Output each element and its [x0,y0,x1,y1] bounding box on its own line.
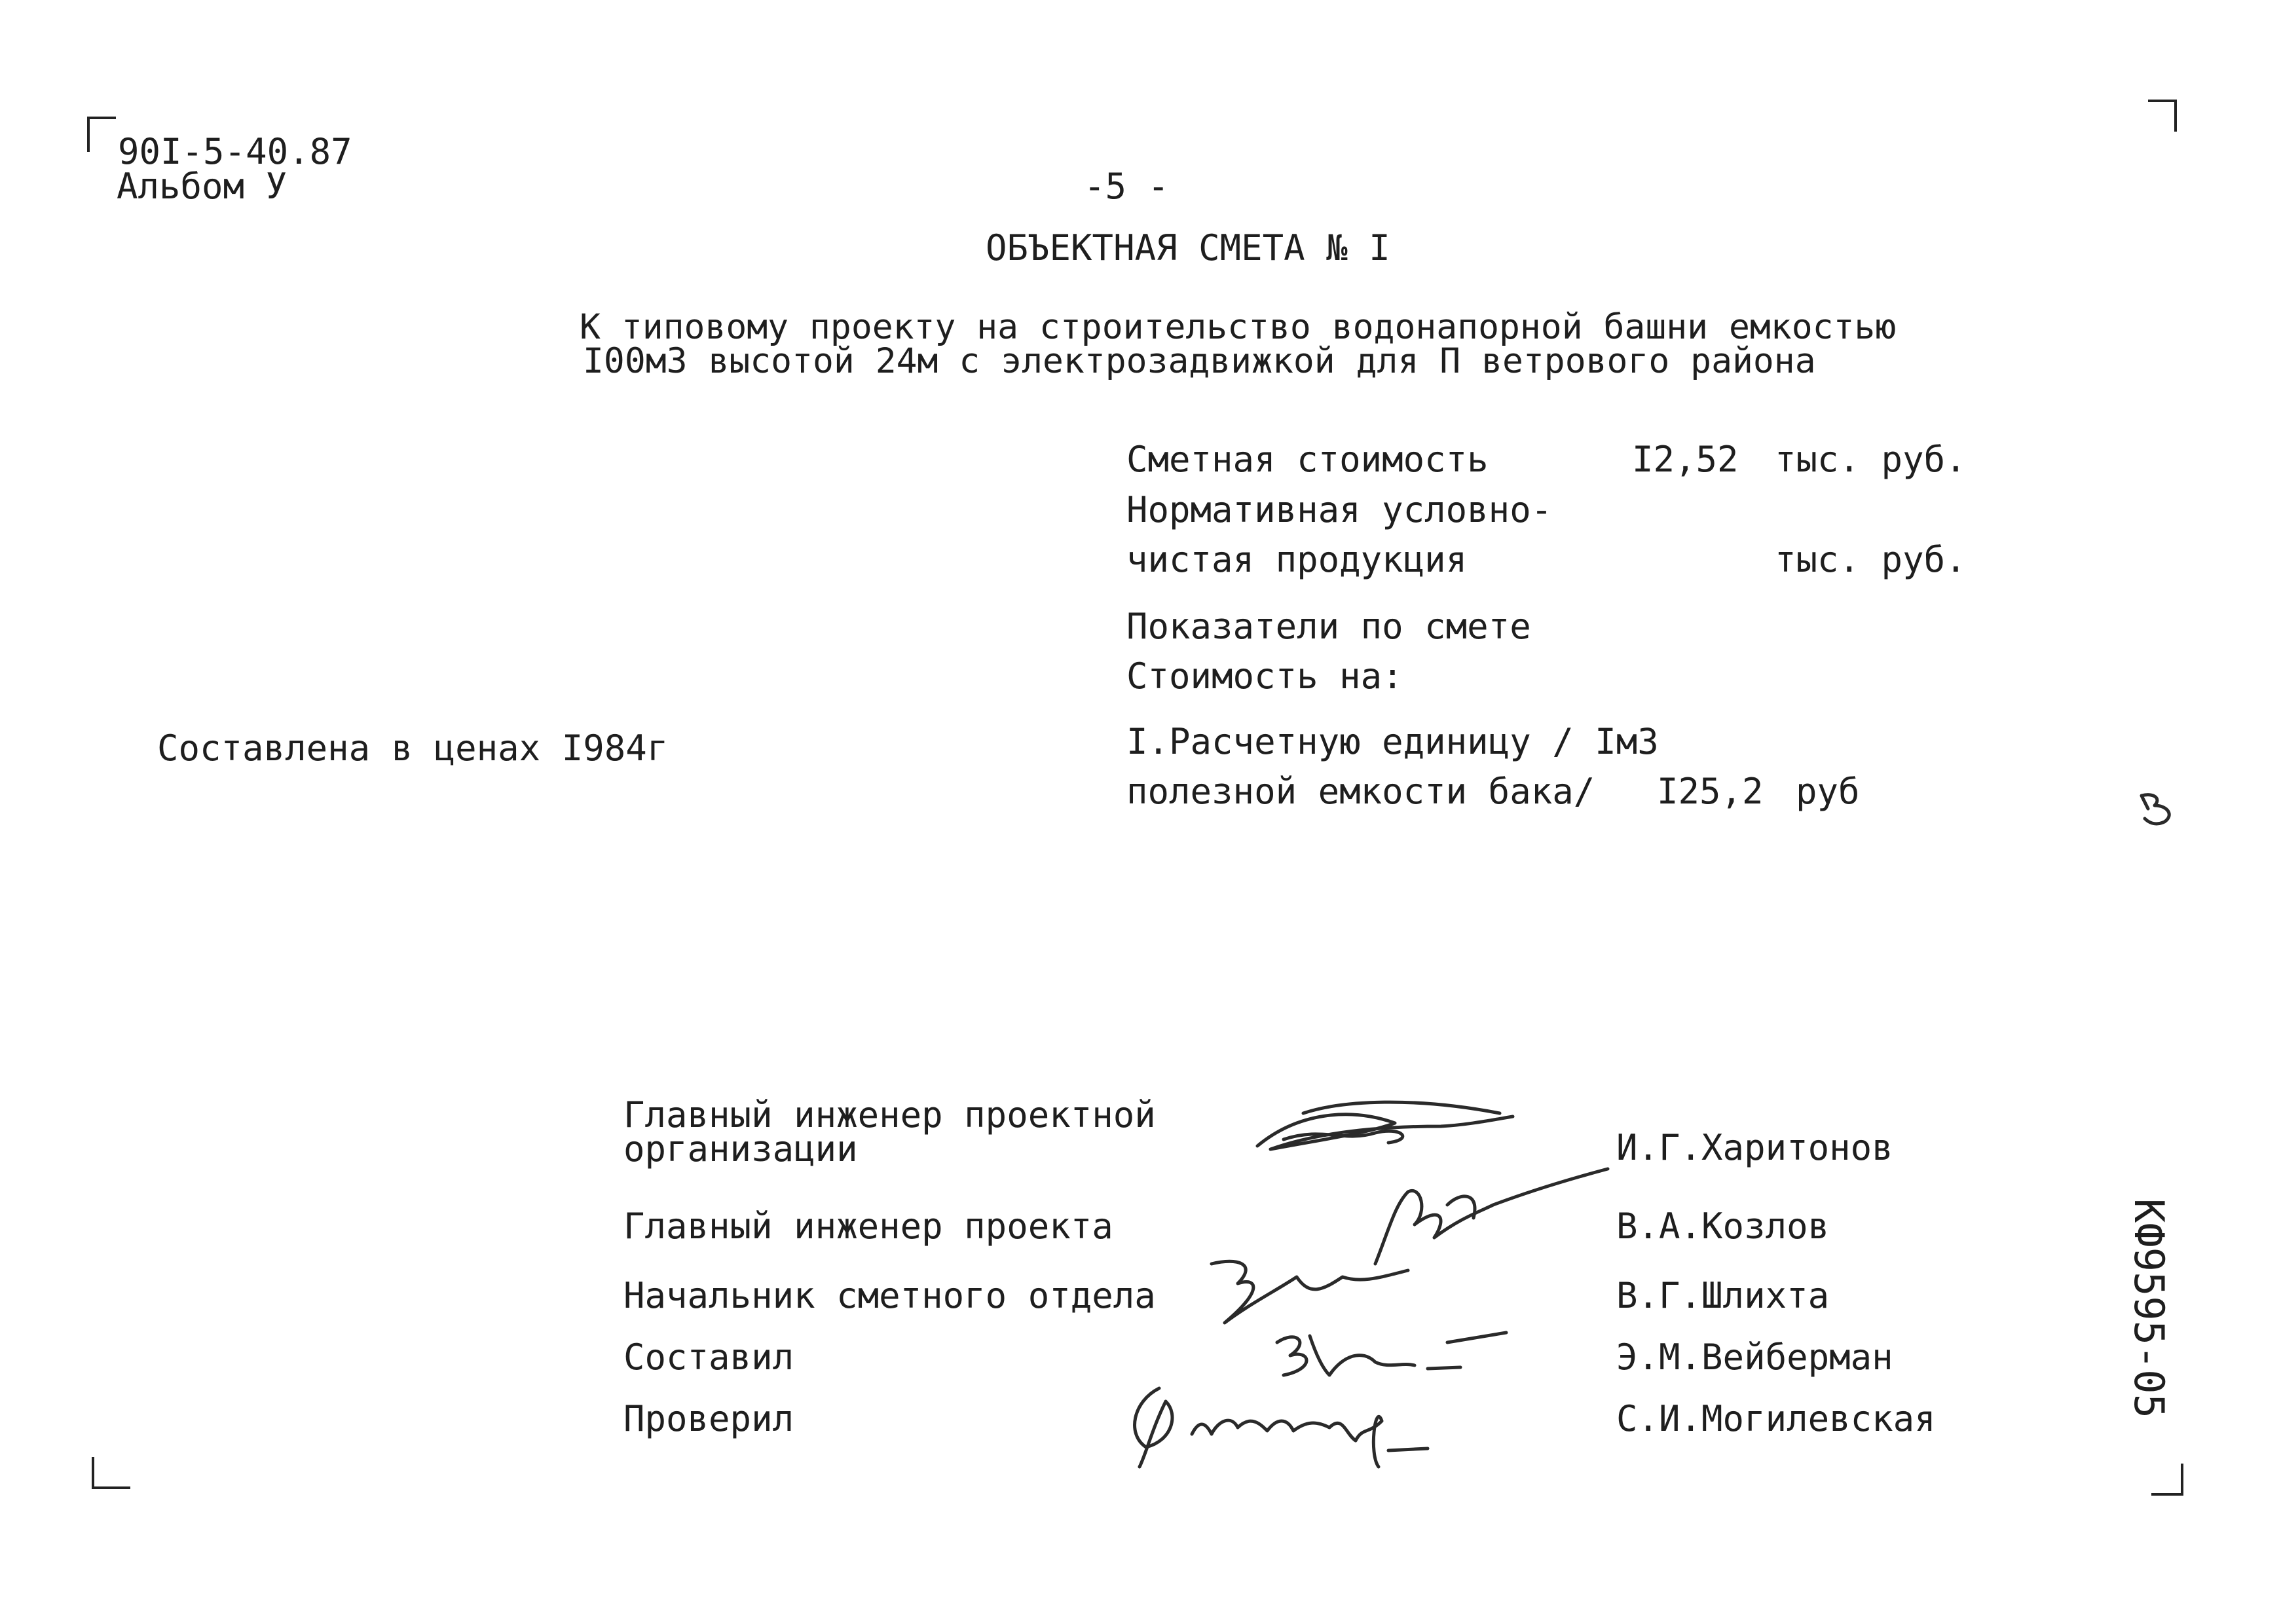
corner-mark-top-left [87,117,116,152]
archive-number: КФ9595-05 [2125,1198,2173,1418]
signatory-role-chief-engineer-org-line-2: организации [623,1128,858,1170]
signatory-name-mogilevskaya: С.И.Могилевская [1616,1398,1936,1439]
handwritten-page-number [2128,786,2187,832]
estimated-cost-label: Сметная стоимость [1126,439,1489,480]
unit-cost-line-1: I.Расчетную единицу / Iм3 [1126,721,1659,762]
unit-cost-currency: руб [1796,771,1860,812]
signature-kharitonov [1244,1087,1519,1166]
signatory-name-shlikhta: В.Г.Шлихта [1616,1275,1830,1316]
normative-label-line-1: Нормативная условно- [1126,489,1553,530]
signatory-role-checked: Проверил [623,1398,794,1439]
signatory-name-kozlov: В.А.Козлов [1616,1206,1830,1247]
signature-mogilevskaya [1120,1375,1434,1473]
corner-mark-bottom-left [92,1457,130,1489]
prices-note: Составлена в ценах I984г [157,728,669,769]
unit-cost-value: I25,2 [1657,771,1764,812]
signatory-role-chief-engineer-project: Главный инженер проекта [623,1206,1113,1247]
estimated-cost-value: I2,52 [1632,439,1739,480]
signatory-role-estimate-head: Начальник сметного отдела [623,1275,1156,1316]
indicators-label: Показатели по смете [1126,606,1531,647]
corner-mark-bottom-right [2151,1464,2183,1496]
signatory-name-kharitonov: И.Г.Харитонов [1616,1127,1893,1168]
subtitle-line-1: К типовому проекту на строительство водонапорной башни емкостью [580,307,1897,347]
cost-on-label: Стоимость на: [1126,655,1403,697]
estimated-cost-unit: тыс. руб. [1775,439,1967,480]
subtitle-line-2: I00м3 высотой 24м с электрозадвижкой для П ветрового района [583,341,1816,381]
signatory-role-compiled: Составил [623,1337,794,1378]
page-title: ОБЪЕКТНАЯ СМЕТА № I [986,227,1390,268]
corner-mark-top-right [2148,100,2177,132]
document-code: 90I-5-40.87 [118,131,352,172]
normative-label-line-2: чистая продукция [1126,539,1468,580]
signatory-role-chief-engineer-org-line-1: Главный инженер проектной [623,1094,1156,1135]
album-label: Альбом У [117,166,287,207]
unit-cost-line-2: полезной емкости бака/ [1126,771,1595,812]
normative-unit: тыс. руб. [1775,539,1967,580]
page-number: -5 - [1084,166,1170,207]
signatory-name-veiberman: Э.М.Вейберман [1616,1337,1893,1378]
